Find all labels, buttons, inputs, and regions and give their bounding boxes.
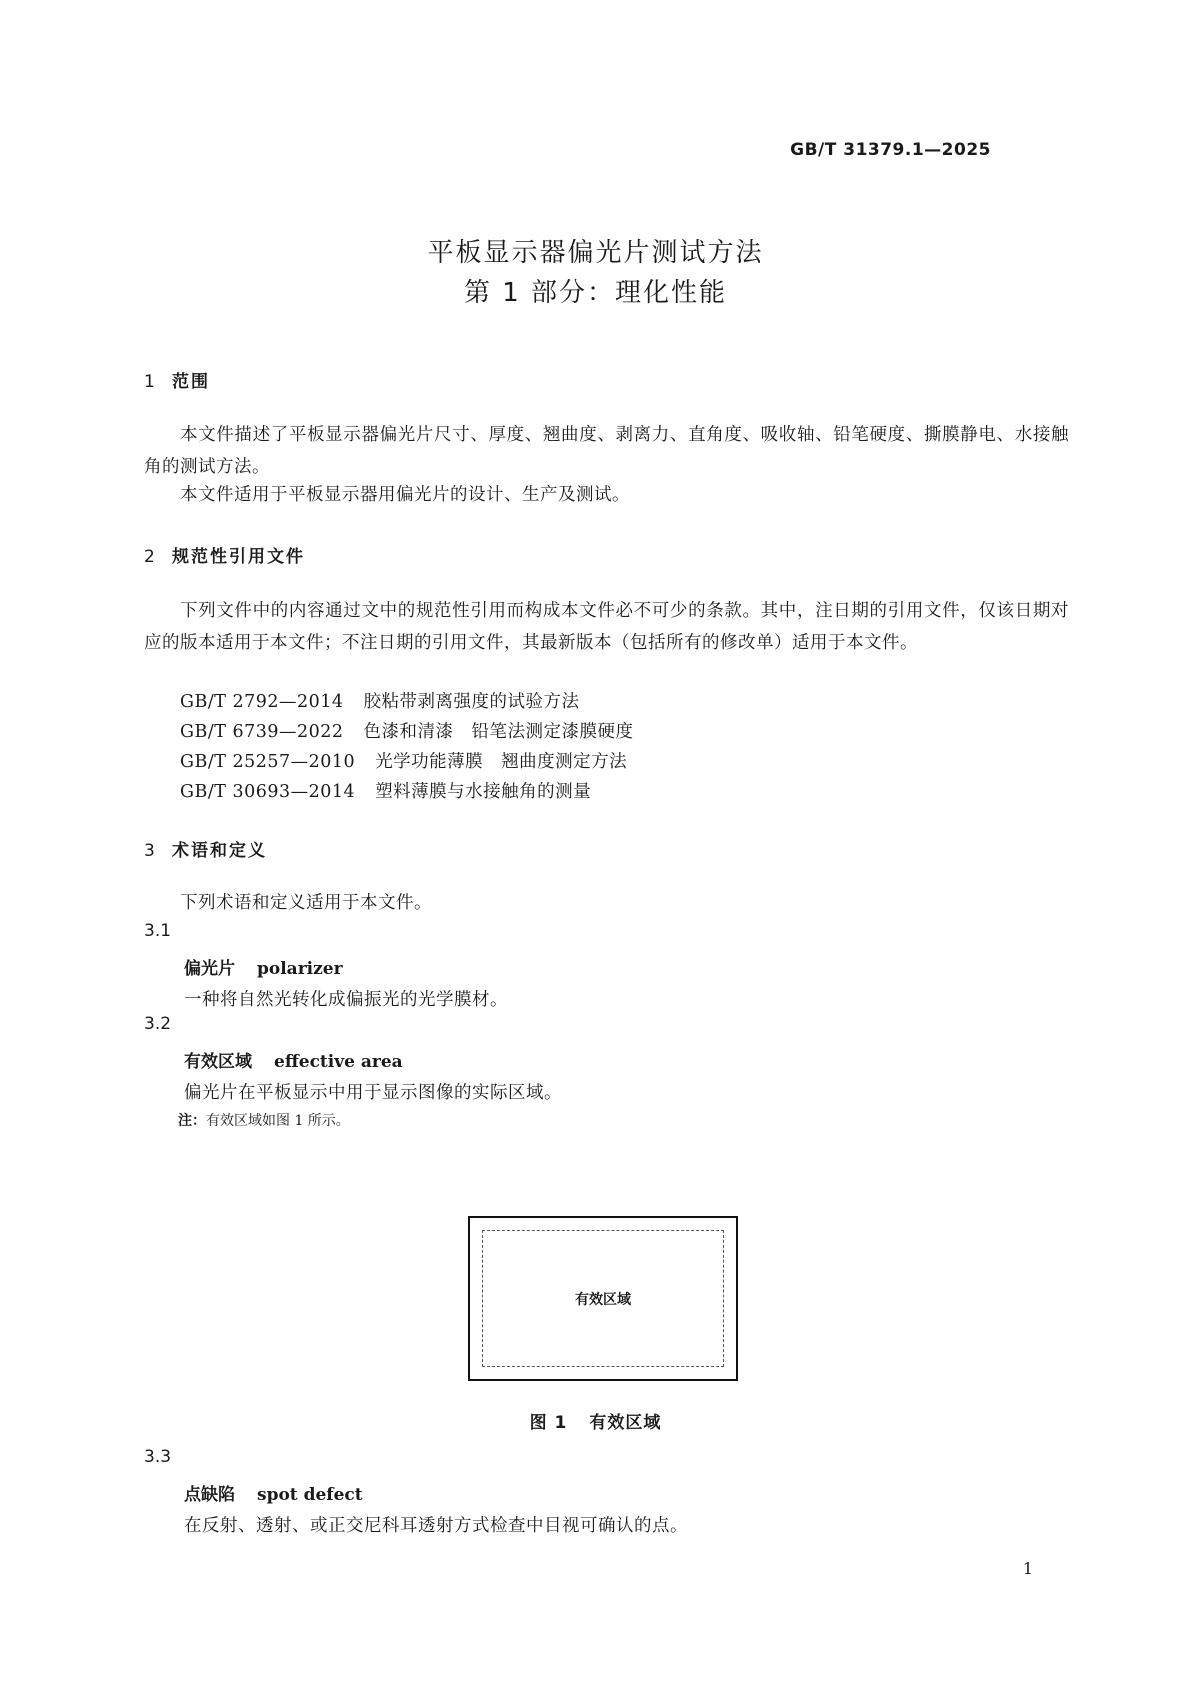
section-3-heading (144, 836, 267, 861)
figure-1-caption (0, 1408, 1191, 1433)
term-zh: 有效区域 (184, 1052, 252, 1072)
document-title: 平板显示器偏光片测试方法 (427, 238, 764, 268)
standard-code: GB/T 31379.1—2025 (790, 140, 991, 160)
section-1-number: 1 (144, 372, 157, 392)
term-zh: 点缺陷 (184, 1485, 235, 1505)
figure-1-diagram (468, 1216, 738, 1381)
section-1-paragraph-2: 本文件适用于平板显示器用偏光片的设计、生产及测试。 (180, 485, 630, 505)
section-3-intro: 下列术语和定义适用于本文件。 (180, 893, 432, 913)
section-3-number: 3 (144, 841, 157, 861)
reference-item (180, 778, 591, 803)
reference-item (180, 688, 580, 713)
term-en: effective area (274, 1052, 403, 1072)
reference-item (180, 718, 634, 743)
reference-title: 色漆和清漆 铅笔法测定漆膜硬度 (363, 722, 634, 742)
term-heading (184, 1480, 363, 1505)
section-2-intro: 下列文件中的内容通过文中的规范性引用而构成本文件必不可少的条款。其中，注日期的引用文件，仅该日期对应的版本适用于本文件；不注日期的引用文件，其最新版本（包括所有的修改单）适用于本文件。 (144, 601, 1069, 653)
reference-title: 塑料薄膜与水接触角的测量 (375, 782, 592, 802)
term-definition: 在反射、透射、或正交尼科耳透射方式检查中目视可确认的点。 (184, 1516, 688, 1536)
reference-code: GB/T 30693—2014 (180, 782, 356, 802)
page-number: 1 (1022, 1559, 1033, 1578)
term-en: spot defect (257, 1485, 363, 1505)
reference-code: GB/T 25257—2010 (180, 752, 356, 772)
note (178, 1110, 350, 1130)
term-number: 3.2 (144, 1014, 172, 1034)
section-1-heading (144, 367, 210, 392)
section-3-title: 术语和定义 (172, 841, 267, 861)
note-label: 注： (178, 1113, 206, 1129)
section-2-title: 规范性引用文件 (172, 547, 305, 567)
effective-area-label: 有效区域 (575, 1291, 631, 1308)
reference-title: 胶粘带剥离强度的试验方法 (363, 692, 580, 712)
term-heading (184, 954, 343, 979)
section-1-paragraph-1: 本文件描述了平板显示器偏光片尺寸、厚度、翘曲度、剥离力、直角度、吸收轴、铅笔硬度、撕膜静电、水接触角的测试方法。 (144, 425, 1069, 477)
term-definition: 偏光片在平板显示中用于显示图像的实际区域。 (184, 1083, 562, 1103)
term-number: 3.1 (144, 921, 172, 941)
section-1-title: 范围 (172, 372, 210, 392)
reference-code: GB/T 2792—2014 (180, 692, 344, 712)
term-definition: 一种将自然光转化成偏振光的光学膜材。 (184, 990, 508, 1010)
term-heading (184, 1047, 403, 1072)
note-text: 有效区域如图 1 所示。 (206, 1113, 350, 1129)
term-number: 3.3 (144, 1447, 172, 1467)
reference-item (180, 748, 627, 773)
section-2-number: 2 (144, 547, 157, 567)
term-en: polarizer (257, 959, 343, 979)
reference-code: GB/T 6739—2022 (180, 722, 344, 742)
document-subtitle: 第 1 部分：理化性能 (463, 278, 728, 308)
term-zh: 偏光片 (184, 959, 235, 979)
reference-title: 光学功能薄膜 翘曲度测定方法 (375, 752, 628, 772)
effective-area-region (482, 1230, 724, 1367)
figure-number: 图 1 (529, 1413, 568, 1433)
figure-title: 有效区域 (589, 1413, 662, 1433)
section-2-heading (144, 542, 305, 567)
